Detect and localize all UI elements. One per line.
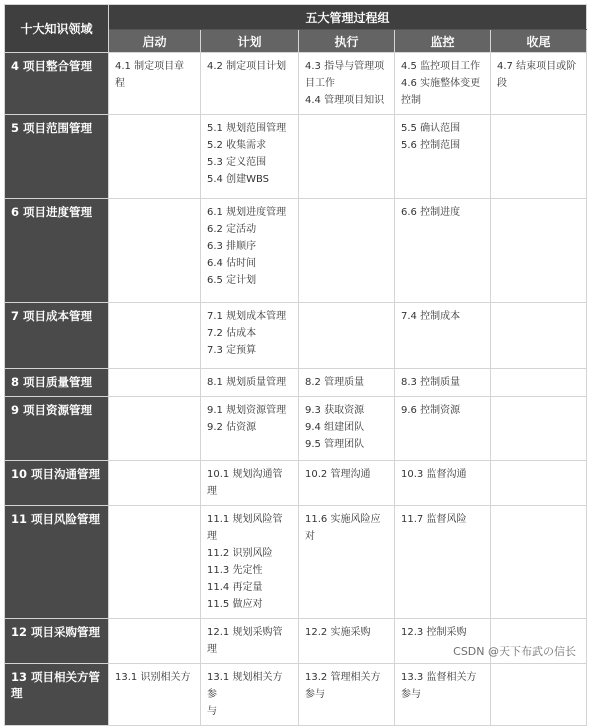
knowledge-area-label: 9 项目资源管理 (5, 397, 109, 461)
process-cell (109, 397, 201, 461)
process-cell (395, 397, 491, 461)
process-cell (109, 199, 201, 303)
process-line: 程 (115, 78, 125, 89)
process-line: 6.3 排顺序 (207, 241, 257, 252)
knowledge-area-process-table (4, 4, 587, 726)
process-cell (299, 397, 395, 461)
process-cell (201, 303, 299, 369)
process-cell (201, 397, 299, 461)
process-line: 10.3 监督沟通 (401, 469, 467, 480)
process-line: 11.2 识别风险 (207, 548, 273, 559)
process-line: 控制 (401, 95, 421, 106)
process-line: 6.2 定活动 (207, 224, 257, 235)
process-line: 13.1 识别相关方 (115, 672, 191, 683)
process-cell (491, 369, 587, 397)
process-line: 13.1 规划相关方参 (207, 672, 283, 700)
process-cell (201, 53, 299, 115)
process-line: 12.1 规划采购管理 (207, 627, 283, 655)
process-line: 5.5 确认范围 (401, 123, 461, 134)
table-row (5, 397, 587, 461)
process-line: 8.2 管理质量 (305, 377, 365, 388)
process-line: 13.3 监督相关方 (401, 672, 477, 683)
watermark: CSDN @天下布武の信长 (453, 645, 576, 658)
process-cell (299, 199, 395, 303)
process-cell (109, 664, 201, 726)
process-cell (109, 506, 201, 619)
process-line: 4.1 制定项目章 (115, 61, 185, 72)
process-cell (395, 664, 491, 726)
process-line: 6.4 估时间 (207, 258, 257, 269)
knowledge-area-label: 11 项目风险管理 (5, 506, 109, 619)
process-line: 5.4 创建WBS (207, 174, 270, 185)
process-line: 5.2 收集需求 (207, 140, 267, 151)
process-cell (395, 115, 491, 199)
header-knowledge-areas: 十大知识领域 (5, 5, 109, 53)
table-row (5, 461, 587, 506)
table-row (5, 199, 587, 303)
table-row (5, 369, 587, 397)
process-line: 4.5 监控项目工作 (401, 61, 481, 72)
process-cell (201, 115, 299, 199)
process-cell (491, 115, 587, 199)
process-line: 6.1 规划进度管理 (207, 207, 287, 218)
process-cell (299, 619, 395, 664)
process-cell (109, 115, 201, 199)
process-cell (109, 53, 201, 115)
table-body (5, 53, 587, 726)
process-line: 4.4 管理项目知识 (305, 95, 385, 106)
process-line: 10.2 管理沟通 (305, 469, 371, 480)
table-row (5, 664, 587, 726)
process-cell (491, 461, 587, 506)
process-cell (395, 303, 491, 369)
header-process-groups: 五大管理过程组 (109, 5, 587, 30)
process-cell (201, 664, 299, 726)
process-line: 8.1 规划质量管理 (207, 377, 287, 388)
header-phase-executing: 执行 (299, 30, 395, 53)
table-row (5, 506, 587, 619)
process-cell (491, 53, 587, 115)
process-line: 5.1 规划范围管理 (207, 123, 287, 134)
knowledge-area-label: 4 项目整合管理 (5, 53, 109, 115)
process-line: 9.2 估资源 (207, 422, 257, 433)
process-line: 7.4 控制成本 (401, 311, 461, 322)
process-line: 8.3 控制质量 (401, 377, 461, 388)
process-line: 12.3 控制采购 (401, 627, 467, 638)
process-cell (201, 506, 299, 619)
process-line: 6.6 控制进度 (401, 207, 461, 218)
process-cell (395, 53, 491, 115)
process-line: 12.2 实施采购 (305, 627, 371, 638)
process-line: 11.7 监督风险 (401, 514, 467, 525)
process-cell (395, 461, 491, 506)
process-line: 9.4 组建团队 (305, 422, 365, 433)
process-line: 9.3 获取资源 (305, 405, 365, 416)
table-row (5, 303, 587, 369)
process-line: 参与 (305, 689, 325, 700)
process-cell (201, 461, 299, 506)
table-row (5, 115, 587, 199)
process-cell (109, 619, 201, 664)
process-cell (299, 369, 395, 397)
process-cell (109, 369, 201, 397)
process-cell (491, 506, 587, 619)
process-cell (299, 506, 395, 619)
process-cell (201, 199, 299, 303)
process-cell (395, 199, 491, 303)
process-cell (201, 369, 299, 397)
process-cell (299, 461, 395, 506)
process-line: 11.5 做应对 (207, 599, 263, 610)
process-cell (491, 664, 587, 726)
process-cell (299, 664, 395, 726)
process-line: 4.3 指导与管理项 (305, 61, 385, 72)
process-line: 与 (207, 706, 217, 717)
process-line: 7.2 估成本 (207, 328, 257, 339)
knowledge-area-label: 12 项目采购管理 (5, 619, 109, 664)
process-line: 9.6 控制资源 (401, 405, 461, 416)
header-phase-closing: 收尾 (491, 30, 587, 53)
knowledge-area-label: 5 项目范围管理 (5, 115, 109, 199)
process-line: 目工作 (305, 78, 335, 89)
header-phase-planning: 计划 (201, 30, 299, 53)
process-line: 11.3 先定性 (207, 565, 263, 576)
process-line: 4.2 制定项目计划 (207, 61, 287, 72)
process-line: 参与 (401, 689, 421, 700)
process-cell (109, 303, 201, 369)
process-cell (299, 115, 395, 199)
knowledge-area-label: 7 项目成本管理 (5, 303, 109, 369)
process-cell (201, 619, 299, 664)
process-line: 7.1 规划成本管理 (207, 311, 287, 322)
process-line: 6.5 定计划 (207, 275, 257, 286)
knowledge-area-label: 8 项目质量管理 (5, 369, 109, 397)
process-line: 9.5 管理团队 (305, 439, 365, 450)
knowledge-area-label: 6 项目进度管理 (5, 199, 109, 303)
process-line: 13.2 管理相关方 (305, 672, 381, 683)
process-line: 9.1 规划资源管理 (207, 405, 287, 416)
process-line: 11.1 规划风险管理 (207, 514, 283, 542)
header-phase-monitoring: 监控 (395, 30, 491, 53)
process-line: 11.4 再定量 (207, 582, 263, 593)
table-row (5, 53, 587, 115)
knowledge-area-label: 13 项目相关方管理 (5, 664, 109, 726)
process-line: 7.3 定预算 (207, 345, 257, 356)
process-line: 5.6 控制范围 (401, 140, 461, 151)
process-cell (299, 303, 395, 369)
process-cell (299, 53, 395, 115)
process-line: 10.1 规划沟通管理 (207, 469, 283, 497)
process-line: 4.6 实施整体变更 (401, 78, 481, 89)
process-line: 4.7 结束项目或阶 (497, 61, 577, 72)
process-cell (109, 461, 201, 506)
process-cell (395, 506, 491, 619)
header-phase-initiating: 启动 (109, 30, 201, 53)
knowledge-area-label: 10 项目沟通管理 (5, 461, 109, 506)
process-line: 11.6 实施风险应 (305, 514, 381, 525)
process-cell (395, 369, 491, 397)
process-line: 对 (305, 531, 315, 542)
process-line: 段 (497, 78, 507, 89)
process-cell (491, 397, 587, 461)
process-cell (491, 303, 587, 369)
process-cell (491, 199, 587, 303)
process-line: 5.3 定义范围 (207, 157, 267, 168)
